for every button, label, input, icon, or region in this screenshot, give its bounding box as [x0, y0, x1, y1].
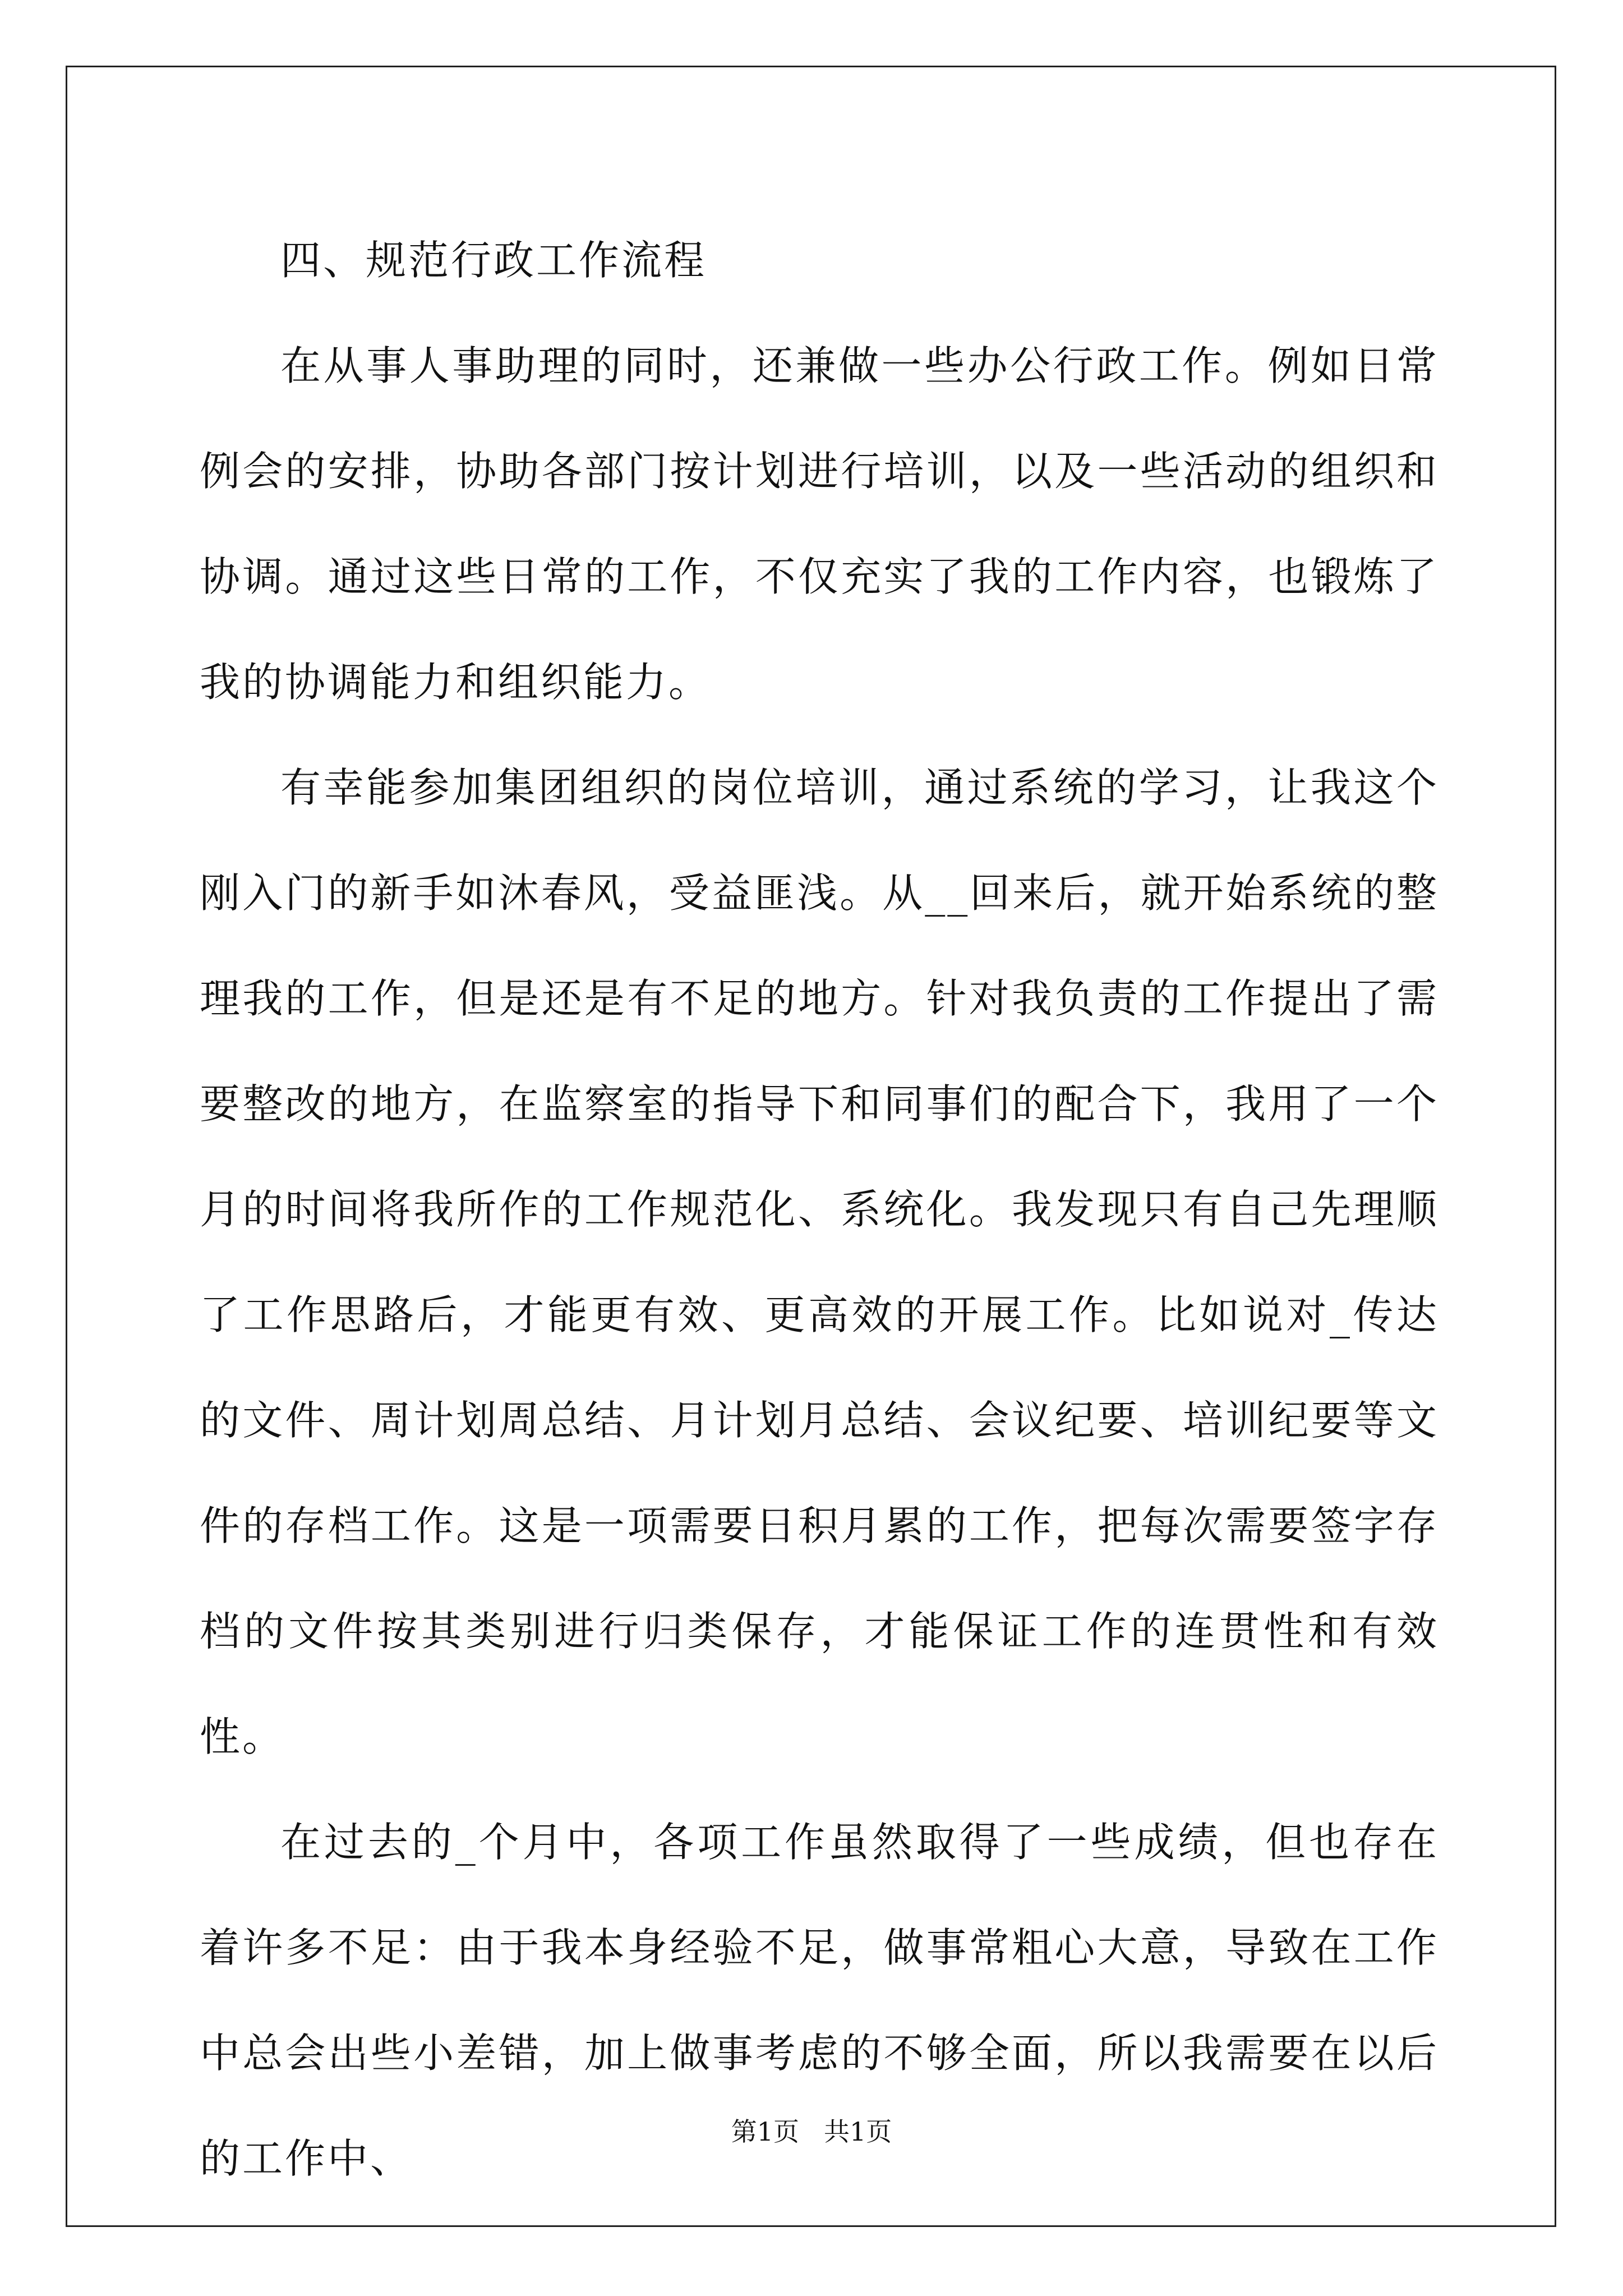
page-number: 第1页 — [731, 2116, 800, 2147]
page-total: 共1页 — [823, 2116, 892, 2147]
paragraph: 在从事人事助理的同时，还兼做一些办公行政工作。例如日常例会的安排，协助各部门按计划进行培训，以及一些活动的组织和协调。通过这些日常的工作，不仅充实了我的工作内容，也锻炼了我的协调能力和组织能力。 — [200, 342, 1439, 706]
section-heading: 四、规范行政工作流程 — [280, 237, 707, 284]
paragraph: 在过去的_个月中，各项工作虽然取得了一些成绩，但也存在着许多不足：由于我本身经验不足，做事常粗心大意，导致在工作中总会出些小差错，加上做事考虑的不够全面，所以我需要在以后的工作中、 — [200, 1819, 1439, 2182]
document-body — [200, 208, 1439, 2211]
paragraph: 有幸能参加集团组织的岗位培训，通过系统的学习，让我这个刚入门的新手如沐春风，受益匪浅。从__回来后，就开始系统的整理我的工作，但是还是有不足的地方。针对我负责的工作提出了需要整改的地方，在监察室的指导下和同事们的配合下，我用了一个月的时间将我所作的工作规范化、系统化。我发现只有自己先理顺了工作思路后，才能更有效、更高效的开展工作。比如说对_传达的文件、周计划周总结、月计划月总结、会议纪要、培训纪要等文件的存档工作。这是一项需要日积月累的工作，把每次需要签字存档的文件按其类别进行归类保存，才能保证工作的连贯性和有效性。 — [200, 764, 1439, 1760]
page-footer — [0, 2115, 1623, 2148]
footer-spacer — [799, 2116, 824, 2147]
